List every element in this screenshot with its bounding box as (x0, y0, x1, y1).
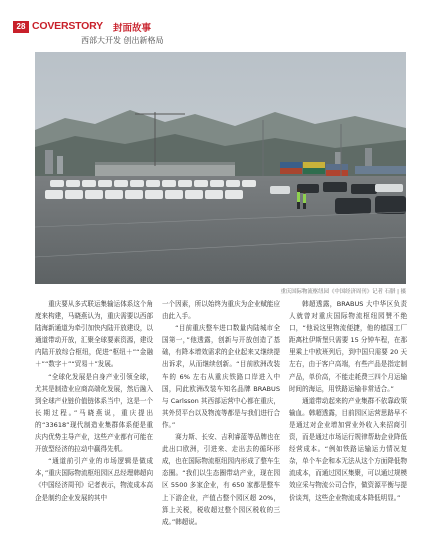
paragraph: 通道带动起来的产业集群不依靠政策输血。韩超透露，目前园区运营思路早不是通过对企业增加营业外收入来招商引资，而是通过市场运行规律帮助企业降低经营成本。“例如铁路运输运力情况复杂，单个车企和本无法从这个方面降低物流成本，而通过园区集聚，可以通过规模效应采与物流公司合作，做资源平衡与提价谈判，这些企业物流成本降低明显。” (289, 396, 407, 502)
article-column-3 (289, 298, 407, 504)
article-photo (35, 52, 406, 284)
section-label-cn: 封面故事 (113, 23, 152, 34)
page-number: 28 (13, 21, 29, 33)
paragraph: “目前重庆整车进口数量内陆城市全国第一，”他透露，创新与开放创造了基础，有降本增效需求的企业起来又继续提出诉求，从而继续创新。“目前欧洲改装车的 6% 左右从重庆铁路口岸进入中国，同此欧洲改装车知名品牌 BRABUS 与 Carlsson 其西部运营中心都在重庆，其外贸平台以及物流等都是与我们进行合作。” (162, 324, 280, 429)
paragraph: “通道前引产业的市场逻辑是做成本，”重庆国际物流枢纽园区总经理韩超向《中国经济周刊》记者表示，物流成本高企是制约企业发展的其中 (35, 457, 153, 502)
paragraph: 赛力斯、长安、吉利睿蓝等品牌也在此出口欧洲，引进来、走出去的循环形成，也在国际物流枢纽园内形成了整车生态圈。“我们以生态圈带动产业，现在园区 5500 多家企业，有 650 家都是整车上下游企业，产值占整个园区超 20%，算上关税，税收超过整个园区税收的三成。”韩超说。 (162, 433, 280, 526)
paragraph: “全球化发展是自身产业引领全球，尤其是制造业应商高端化发展，然后融入到全球产业链价值链体系当中，这是一个长期过程。”马晓燕说，重庆提出的“33618”现代制造业集群体系便是重庆内优势主导产业，这些产业都有可能在开放型经济的拉动中赢得先机。 (35, 372, 153, 454)
article-column-1 (35, 298, 153, 504)
photo-caption: 重庆国际物流枢纽园《中国经济周刊》记者 石腊 | 摄 (280, 289, 406, 295)
paragraph: 重庆要从多式联运集输运体系这个角度来构建，马晓燕认为，重庆需要以西部陆海新通道为牵引加快内陆开放建设，以通道带动开放，汇聚全球要素资源，建设内陆开放综合枢纽，促进“枢纽＋”“金融＋”“数字＋”“贸易＋”发展。 (35, 300, 153, 369)
article-column-2 (162, 298, 280, 528)
paragraph: 一个因素，所以始终为重庆为企业赋能应由此入手。 (162, 300, 280, 321)
paragraph: 韩超透露，BRABUS 大中华区负责人就曾对重庆国际物流枢纽园赞不绝口，“他说这里物流便捷，他的德国工厂距离杜伊斯堡只需要 15 分钟车程，在那里乘上中欧班列后，到中国只需要 20 天左右，由于客户高端，有些产品是指定制产品，单价高，不能走耗费三四个月运输时间的海运，用铁路运输非常适合。” (289, 300, 407, 393)
article-subtitle: 西部大开发 创出新格局 (81, 36, 164, 45)
section-label-en: COVERSTORY (32, 20, 103, 32)
